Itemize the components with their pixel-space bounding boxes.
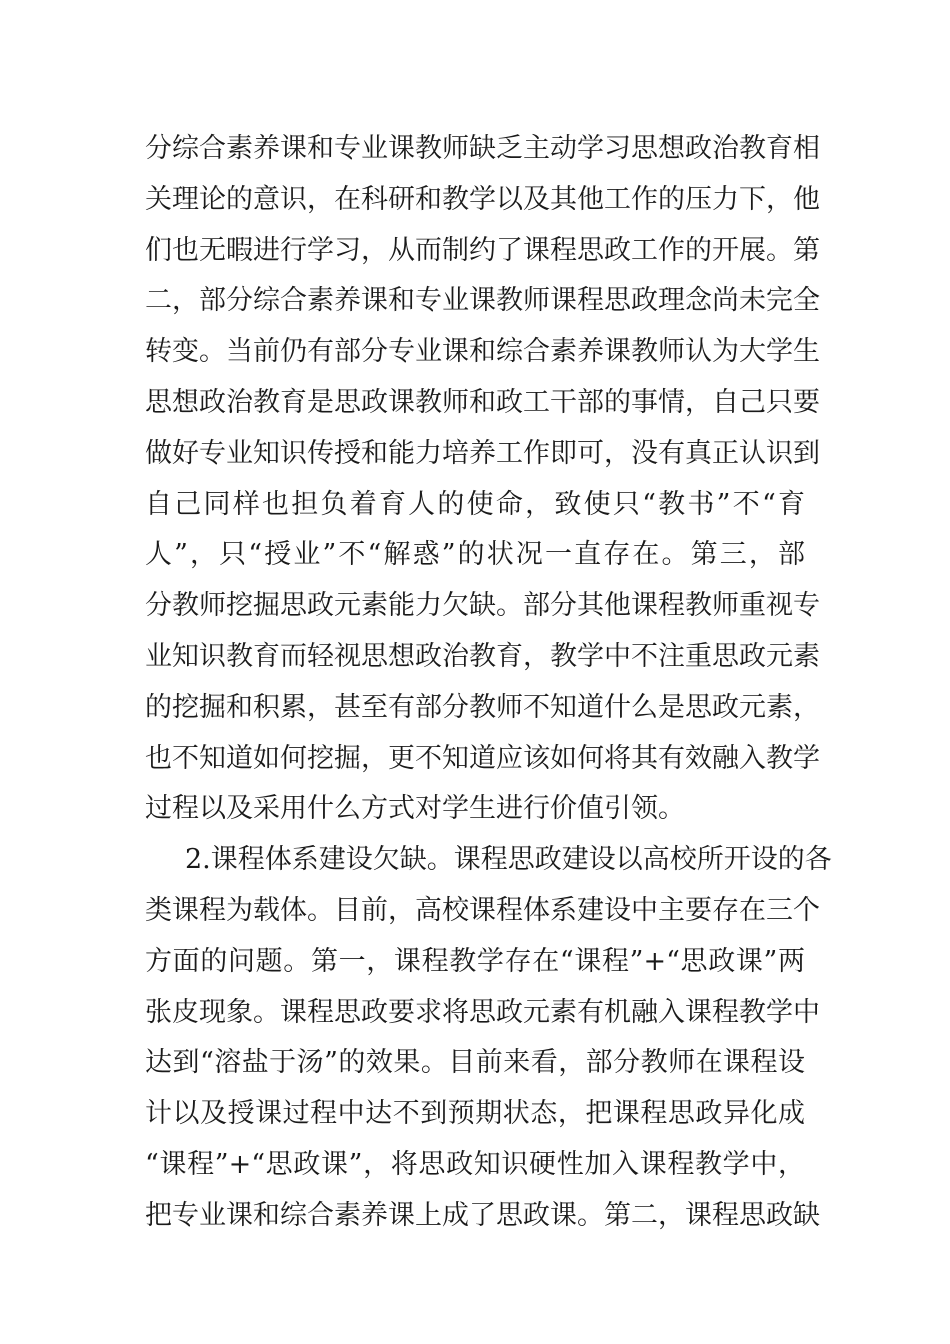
text-line: 的挖掘和积累，甚至有部分教师不知道什么是思政元素，: [145, 691, 820, 723]
text-line: 张皮现象。课程思政要求将思政元素有机融入课程教学中: [145, 996, 820, 1028]
text-line: 分教师挖掘思政元素能力欠缺。部分其他课程教师重视专: [145, 590, 820, 622]
text-line: 思想政治教育是思政课教师和政工干部的事情，自己只要: [145, 386, 820, 418]
paragraph-1: [145, 124, 820, 835]
text-line: 达到“溶盐于汤”的效果。目前来看，部分教师在课程设: [145, 1047, 805, 1079]
paragraph-2: [145, 835, 832, 1241]
text-line: 过程以及采用什么方式对学生进行价值引领。: [145, 793, 685, 825]
text-line: 2.课程体系建设欠缺。课程思政建设以高校所开设的各: [185, 844, 832, 876]
text-line: 业知识教育而轻视思想政治教育，教学中不注重思政元素: [145, 640, 820, 672]
text-line: 关理论的意识，在科研和教学以及其他工作的压力下，他: [145, 183, 820, 215]
text-line: 自己同样也担负着育人的使命，致使只“教书”不“育: [145, 488, 805, 520]
text-line: 做好专业知识传授和能力培养工作即可，没有真正认识到: [145, 437, 820, 469]
document-body: [145, 124, 832, 1242]
text-line: 转变。当前仍有部分专业课和综合素养课教师认为大学生: [145, 336, 820, 368]
text-line: 人”，只“授业”不“解惑”的状况一直存在。第三，部: [145, 539, 805, 571]
text-line: “课程”+“思政课”，将思政知识硬性加入课程教学中，: [145, 1148, 805, 1180]
text-line: 二，部分综合素养课和专业课教师课程思政理念尚未完全: [145, 285, 820, 317]
text-line: 把专业课和综合素养课上成了思政课。第二，课程思政缺: [145, 1199, 820, 1231]
text-line: 分综合素养课和专业课教师缺乏主动学习思想政治教育相: [145, 133, 820, 164]
text-line: 也不知道如何挖掘，更不知道应该如何将其有效融入教学: [145, 742, 820, 774]
text-line: 们也无暇进行学习，从而制约了课程思政工作的开展。第: [145, 234, 820, 266]
text-line: 计以及授课过程中达不到预期状态，把课程思政异化成: [145, 1098, 805, 1130]
text-line: 类课程为载体。目前，高校课程体系建设中主要存在三个: [145, 894, 820, 926]
text-line: 方面的问题。第一，课程教学存在“课程”+“思政课”两: [145, 945, 805, 977]
